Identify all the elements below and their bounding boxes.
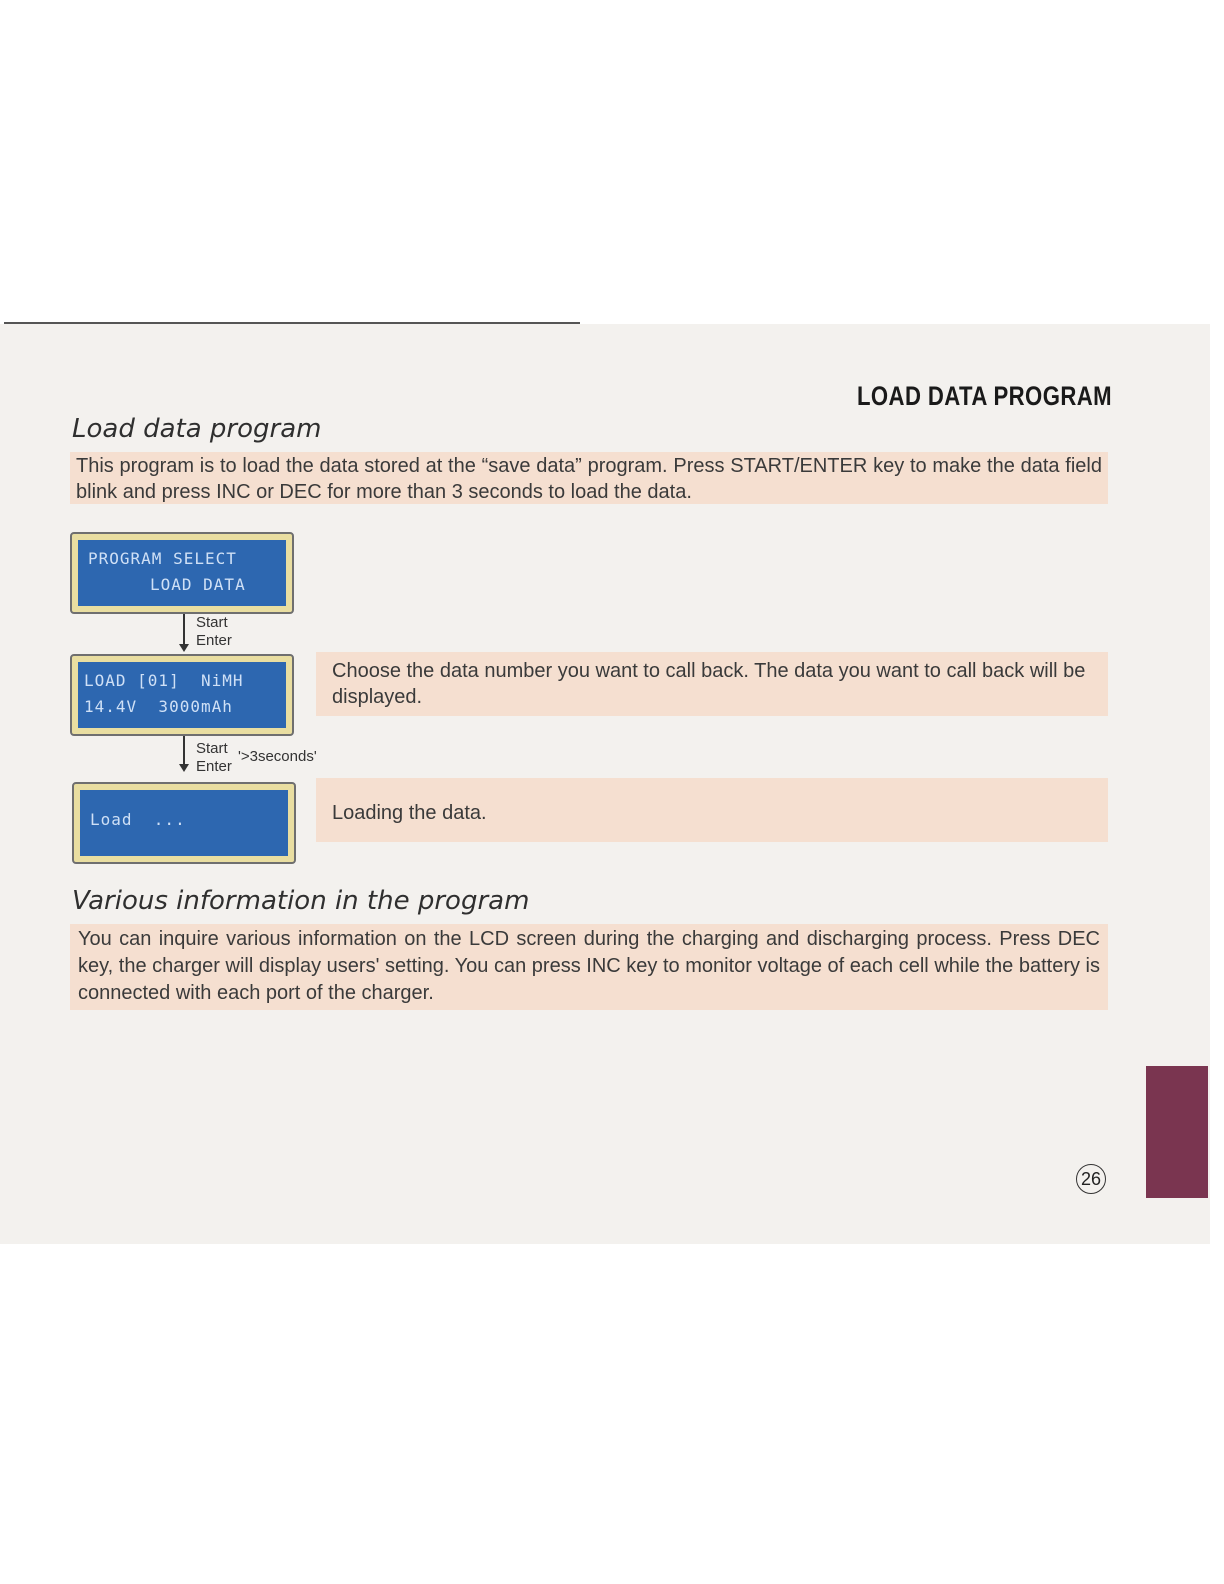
lcd-loading xyxy=(72,782,296,864)
flow-label-start: Start xyxy=(196,740,228,757)
flow-label-enter: Enter xyxy=(196,632,232,649)
desc-text: Loading the data. xyxy=(332,802,487,824)
arrow-down-icon xyxy=(179,764,189,772)
section-tab xyxy=(1146,1066,1208,1198)
lcd-line: 14.4V 3000mAh xyxy=(84,697,233,716)
flow-arrow-line xyxy=(183,736,185,766)
info-text: You can inquire various information on the LCD screen during the charging and discharging process. Press DEC key, the charger will display users' setting. You can press INC key to monitor voltage of each cell while the battery is connected with each port of the charger. xyxy=(78,928,1100,1004)
section-title-various-info: Various information in the program xyxy=(72,886,530,916)
flow-label-enter: Enter xyxy=(196,758,232,775)
intro-text: This program is to load the data stored at the “save data” program. Press START/ENTER key to make the data field blink and press INC or DEC for more than 3 seconds to load the data. xyxy=(76,455,1102,503)
flow-label-start: Start xyxy=(196,614,228,631)
lcd-screen xyxy=(80,790,288,856)
arrow-down-icon xyxy=(179,644,189,652)
flow-label-duration: '>3seconds' xyxy=(238,748,317,765)
lcd-program-select xyxy=(70,532,294,614)
desc-text: Choose the data number you want to call back. The data you want to call back will be displayed. xyxy=(332,660,1086,708)
flow-arrow-line xyxy=(183,614,185,646)
desc-box-choose xyxy=(316,652,1108,716)
lcd-line: Load ... xyxy=(90,810,186,829)
info-box xyxy=(70,924,1108,1010)
page-heading: LOAD DATA PROGRAM xyxy=(856,381,1112,411)
lcd-line: LOAD [01] NiMH xyxy=(84,671,244,690)
lcd-load-select xyxy=(70,654,294,736)
desc-box-loading xyxy=(316,778,1108,842)
section-title-load-data: Load data program xyxy=(72,414,322,444)
lcd-screen xyxy=(78,540,286,606)
lcd-line: PROGRAM SELECT xyxy=(88,549,237,568)
lcd-screen xyxy=(78,662,286,728)
intro-box xyxy=(70,452,1108,504)
page-number: 26 xyxy=(1076,1164,1106,1194)
lcd-line: LOAD DATA xyxy=(150,575,246,594)
